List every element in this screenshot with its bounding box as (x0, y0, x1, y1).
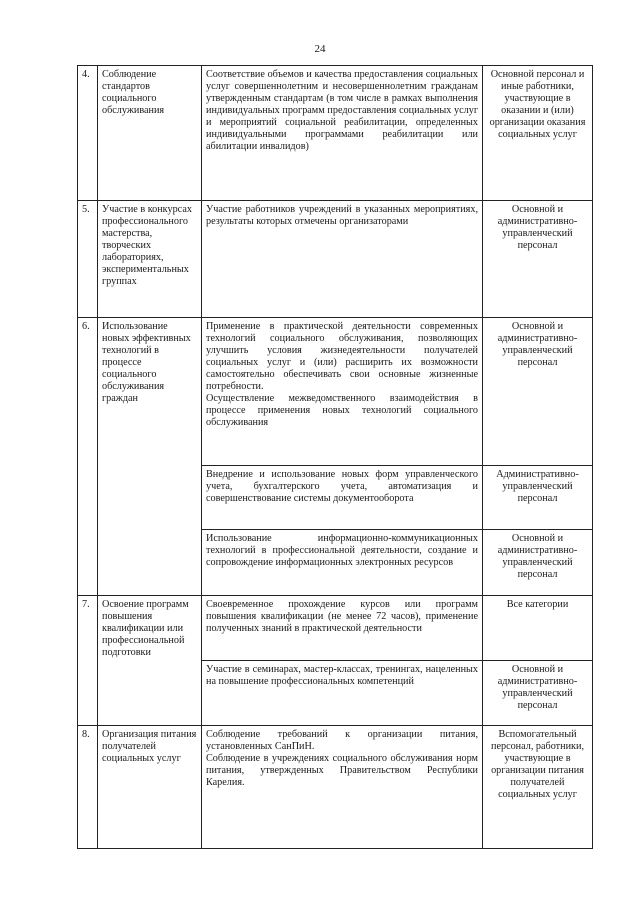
row-number: 6. (78, 318, 98, 596)
table-row (78, 318, 593, 466)
staff-category: Основной персонал и иные работники, участвующие в оказании и (или) организации оказания социальных услуг (483, 66, 593, 201)
description-paragraph: Осуществление межведомственного взаимодействия в процессе применения новых технологий социального обслуживания (206, 393, 478, 428)
table-row (78, 596, 593, 661)
criterion-name: Соблюдение стандартов социального обслуживания (98, 66, 202, 201)
row-number: 8. (78, 726, 98, 849)
page-number: 24 (314, 43, 326, 55)
criterion-name: Использование новых эффективных технологий в процессе социального обслуживания граждан (98, 318, 202, 596)
row-number: 7. (78, 596, 98, 726)
criterion-description (202, 596, 483, 661)
row-number: 4. (78, 66, 98, 201)
table-row (78, 66, 593, 201)
description-paragraph: Участие в семинарах, мастер-классах, тренингах, нацеленных на повышение профессиональных компетенций (206, 664, 478, 687)
criterion-description (202, 661, 483, 726)
staff-category: Основной и административно-управленческий персонал (483, 201, 593, 318)
criterion-description (202, 726, 483, 849)
description-paragraph: Соответствие объемов и качества предоставления социальных услуг совершеннолетним и несовершеннолетним гражданам утвержденным стандартам (в том числе в рамках выполнения индивидуальных программ предоставления социальных услуг и мероприятий социальной реабилитации, определенных индивидуальными программами реабилитации или абилитации инвалидов) (206, 69, 478, 152)
criteria-table (77, 65, 593, 849)
staff-category: Административно-управленческий персонал (483, 466, 593, 530)
description-paragraph: Использование информационно-коммуникационных технологий в профессиональной деятельности, создание и сопровождение информационных электронных ресурсов (206, 533, 478, 568)
criterion-name: Освоение программ повышения квалификации или профессиональной подготовки (98, 596, 202, 726)
row-number: 5. (78, 201, 98, 318)
criteria-table-body (78, 66, 593, 849)
staff-category: Вспомогательный персонал, работники, участвующие в организации питания получателей социальных услуг (483, 726, 593, 849)
table-row (78, 726, 593, 849)
description-paragraph: Соблюдение требований к организации питания, установленных СанПиН. (206, 729, 478, 752)
description-paragraph: Соблюдение в учреждениях социального обслуживания норм питания, утвержденных Правительством Республики Карелия. (206, 753, 478, 788)
criterion-description (202, 66, 483, 201)
description-paragraph: Участие работников учреждений в указанных мероприятиях, результаты которых отмечены организаторами (206, 204, 478, 227)
criterion-name: Организация питания получателей социальных услуг (98, 726, 202, 849)
staff-category: Основной и административно-управленческий персонал (483, 318, 593, 466)
criterion-description (202, 530, 483, 596)
criterion-name: Участие в конкурсах профессионального мастерства, творческих лабораториях, экспериментальных группах (98, 201, 202, 318)
staff-category: Основной и административно-управленческий персонал (483, 530, 593, 596)
criterion-description (202, 201, 483, 318)
table-row (78, 201, 593, 318)
staff-category: Основной и административно-управленческий персонал (483, 661, 593, 726)
description-paragraph: Своевременное прохождение курсов или программ повышения квалификации (не менее 72 часов), применение полученных знаний в практической деятельности (206, 599, 478, 634)
staff-category: Все категории (483, 596, 593, 661)
description-paragraph: Внедрение и использование новых форм управленческого учета, бухгалтерского учета, автоматизация и совершенствование системы документооборота (206, 469, 478, 504)
description-paragraph: Применение в практической деятельности современных технологий социального обслуживания, позволяющих улучшить условия жизнедеятельности получателей социальных услуг и (или) расширить их возможности самостоятельно обеспечивать свои основные жизненные потребности. (206, 321, 478, 392)
criterion-description (202, 318, 483, 466)
criterion-description (202, 466, 483, 530)
